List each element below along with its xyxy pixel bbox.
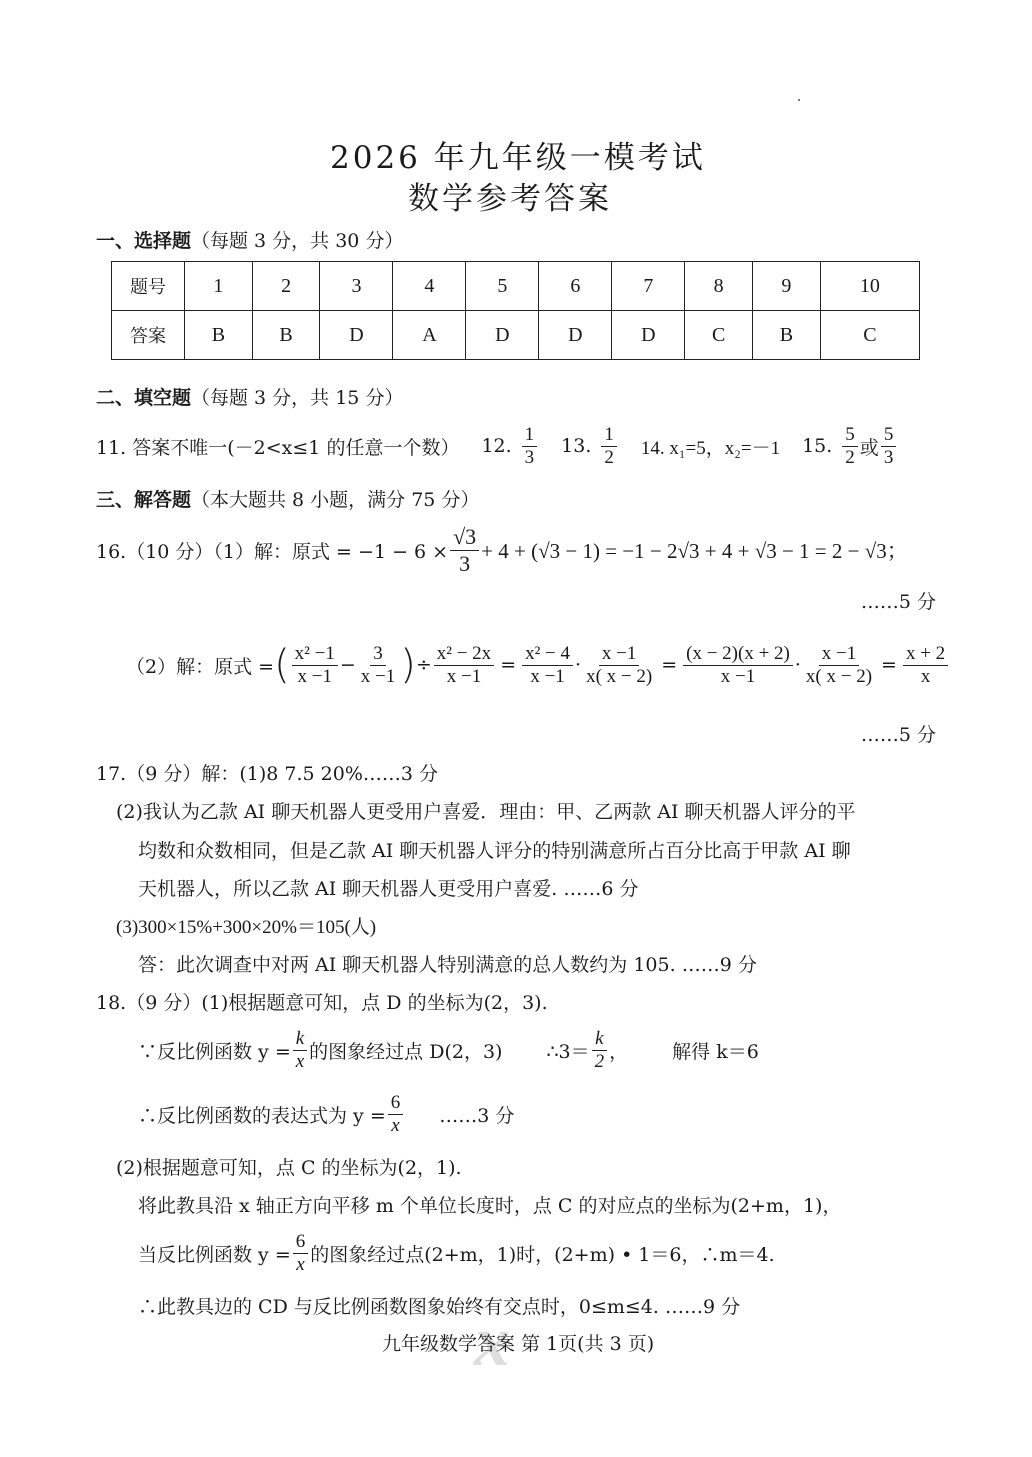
p2-f8-num: x + 2 — [903, 643, 948, 666]
section1-note: （每题 3 分，共 30 分） — [191, 230, 404, 252]
q16-fraction — [450, 524, 479, 576]
q16-part2 — [126, 634, 950, 696]
q17-line2: (2)我认为乙款 AI 聊天机器人更受用户喜爱．理由：甲、乙两款 AI 聊天机器人评分的平 — [116, 801, 856, 823]
q18-line7: ∴此教具边的 CD 与反比例函数图象始终有交点时，0≤m≤4. ……9 分 — [138, 1296, 741, 1318]
q18-l2-num: k — [293, 1028, 307, 1051]
p2-f4-num: x² − 4 — [522, 643, 573, 666]
q18-l3-den: x — [391, 1114, 400, 1136]
q16-frac-num: √3 — [450, 524, 479, 550]
p2-eq1: = — [500, 654, 517, 676]
q15-fraction-b — [881, 424, 897, 469]
a-cell: A — [393, 311, 466, 360]
p2-f5-num: x −1 — [599, 643, 639, 666]
q13-fraction — [601, 424, 617, 469]
section3-note: （本大题共 8 小题，满分 75 分） — [191, 489, 480, 511]
q18-l2-mid: 的图象经过点 D(2，3) — [309, 1040, 503, 1063]
table-row-answers — [112, 311, 920, 360]
q15-b-num: 5 — [881, 424, 897, 447]
q18-l2-den: x — [295, 1050, 305, 1072]
q13-label: 13. — [561, 435, 592, 457]
q-cell: 1 — [185, 262, 253, 311]
p2-f4-den: x −1 — [530, 665, 565, 687]
q18-line6 — [138, 1226, 775, 1280]
p2-frac5 — [583, 643, 655, 688]
a-cell: D — [466, 311, 539, 360]
q12-fraction — [522, 424, 538, 469]
q17-line6: 答：此次调查中对两 AI 聊天机器人特别满意的总人数约为 105. ……9 分 — [138, 954, 757, 976]
q18-line3 — [138, 1087, 514, 1141]
q17-line5: (3)300×15%+300×20%＝105(人) — [116, 917, 377, 938]
speck — [798, 99, 800, 101]
section3-title: 三、解答题 — [96, 489, 192, 511]
a-cell: D — [539, 311, 612, 360]
q18-l6-den: x — [296, 1253, 305, 1275]
p2-frac7 — [803, 643, 875, 688]
q18-l6-frac — [293, 1231, 309, 1276]
q14-answer: 14. x₁=5，x₂=－1 — [640, 437, 781, 459]
p2-div: ÷ — [415, 654, 432, 676]
q15-b-den: 3 — [883, 446, 894, 468]
q15-or: 或 — [859, 436, 879, 459]
p2-f5-den: x( x − 2) — [586, 665, 653, 687]
q15-a-den: 2 — [845, 446, 855, 468]
p2-f1-den: x −1 — [297, 665, 332, 687]
answer-table — [111, 261, 920, 360]
q11-answer: 11. 答案不唯一(－2<x≤1 的任意一个数） — [96, 436, 460, 459]
q16-score2: ……5 分 — [860, 724, 936, 746]
a-cell: B — [252, 311, 320, 360]
p2-frac6 — [683, 643, 793, 688]
q-cell: 7 — [612, 262, 685, 311]
q18-l3-frac — [388, 1092, 404, 1137]
p2-minus: − — [339, 654, 356, 676]
q18-l6-pre: 当反比例函数 y = — [138, 1243, 291, 1266]
q18-l2-pre: ∵反比例函数 y = — [138, 1040, 291, 1063]
q-cell: 2 — [252, 262, 320, 311]
p2-frac4 — [522, 643, 573, 688]
q-cell: 4 — [393, 262, 466, 311]
q18-line5: 将此教具沿 x 轴正方向平移 m 个单位长度时，点 C 的对应点的坐标为(2+m，1)， — [138, 1195, 842, 1217]
q15-a-num: 5 — [842, 424, 858, 447]
section3-heading — [96, 485, 479, 512]
q12-den: 3 — [524, 446, 535, 468]
q-cell: 5 — [466, 262, 539, 311]
p2-f7-num: x −1 — [819, 643, 859, 666]
q18-l2-therefore: ∴3＝ — [546, 1040, 590, 1063]
title-line2: 数学参考答案 — [408, 181, 612, 217]
q18-l3-score: ……3 分 — [439, 1104, 515, 1127]
p2-frac1 — [292, 643, 338, 688]
a-cell: B — [753, 311, 821, 360]
a-cell: D — [320, 311, 393, 360]
q15-fraction-a — [842, 424, 858, 469]
p2-frac3 — [434, 643, 494, 688]
q16-label: 16.（10 分）（1）解：原式 = −1 − 6 × — [96, 540, 449, 563]
p2-f3-den: x −1 — [446, 665, 482, 687]
q17-line1: 17.（9 分）解：(1)8 7.5 20%……3 分 — [96, 763, 439, 785]
q18-l6-num: 6 — [293, 1231, 309, 1254]
q18-line1: 18.（9 分）(1)根据题意可知，点 D 的坐标为(2，3). — [96, 992, 548, 1014]
q12-num: 1 — [522, 424, 538, 447]
p2-eq3: = — [881, 654, 897, 676]
q13-num: 1 — [601, 424, 617, 447]
q-cell: 6 — [539, 262, 612, 311]
q17-line4: 天机器人，所以乙款 AI 聊天机器人更受用户喜爱. ……6 分 — [138, 878, 639, 900]
section2-note: （每题 3 分，共 15 分） — [191, 387, 404, 409]
left-paren: ( — [274, 642, 290, 688]
q16-frac-den: 3 — [459, 550, 471, 576]
q16-rest: + 4 + (√3 − 1) = −1 − 2√3 + 4 + √3 − 1 = 2 − √3； — [481, 539, 908, 563]
q17-line3: 均数和众数相同，但是乙款 AI 聊天机器人评分的特别满意所占百分比高于甲款 AI 聊 — [138, 840, 851, 862]
right-paren: ) — [400, 642, 416, 688]
q-cell: 3 — [320, 262, 393, 311]
section1-heading — [96, 226, 403, 253]
q18-l3-num: 6 — [388, 1092, 404, 1115]
q18-l2-frac2 — [592, 1028, 608, 1073]
p2-f2-num: 3 — [370, 643, 386, 666]
q12-label: 12. — [481, 435, 512, 457]
p2-dot1: · — [575, 654, 582, 676]
q18-l2-num2: k — [592, 1028, 606, 1051]
section1-title: 一、选择题 — [96, 230, 192, 252]
q18-l2-solve: 解得 k＝6 — [672, 1040, 759, 1063]
q16-part2-label: （2）解：原式 = — [126, 655, 275, 678]
q16-score1: ……5 分 — [860, 591, 936, 613]
q18-l2-frac — [293, 1028, 307, 1073]
p2-f3-num: x² − 2x — [434, 643, 494, 666]
q15-label: 15. — [802, 435, 833, 457]
section2-title: 二、填空题 — [96, 387, 192, 409]
q-cell: 10 — [820, 262, 919, 311]
table-row-questions — [112, 262, 920, 311]
p2-dot2: · — [794, 654, 801, 676]
q18-l3-pre: ∴反比例函数的表达式为 y = — [138, 1104, 386, 1127]
q18-line4: (2)根据题意可知，点 C 的坐标为(2，1). — [116, 1157, 462, 1179]
q18-line2 — [138, 1023, 759, 1077]
p2-f6-num: (x − 2)(x + 2) — [683, 643, 793, 666]
a-cell: C — [685, 311, 753, 360]
q-cell: 8 — [685, 262, 753, 311]
a-cell: C — [820, 311, 919, 360]
q18-l2-comma: ， — [609, 1040, 629, 1063]
row-label-answers: 答案 — [112, 311, 185, 360]
page-footer: 九年级数学答案 第 1页(共 3 页) — [382, 1333, 655, 1355]
p2-frac2 — [358, 643, 398, 688]
p2-f7-den: x( x − 2) — [805, 665, 873, 687]
fill-in-answers — [96, 420, 898, 472]
watermark-logo: x — [474, 1301, 510, 1381]
row-label-questions: 题号 — [112, 262, 185, 311]
p2-f1-num: x² −1 — [292, 643, 338, 666]
q-cell: 9 — [753, 262, 821, 311]
title-line1: 2026 年九年级一模考试 — [330, 140, 706, 176]
q18-l6-rest: 的图象经过点(2+m，1)时，(2+m) • 1＝6，∴m＝4. — [310, 1243, 775, 1266]
q18-l2-den2: 2 — [594, 1050, 605, 1072]
p2-frac8 — [903, 643, 948, 688]
p2-f6-den: x −1 — [720, 665, 756, 687]
p2-f8-den: x — [920, 665, 931, 687]
q16-part1 — [96, 522, 908, 578]
a-cell: B — [185, 311, 253, 360]
q13-den: 2 — [604, 446, 614, 468]
p2-f2-den: x −1 — [360, 665, 396, 687]
a-cell: D — [612, 311, 685, 360]
p2-eq2: = — [661, 654, 678, 676]
section2-heading — [96, 383, 403, 410]
